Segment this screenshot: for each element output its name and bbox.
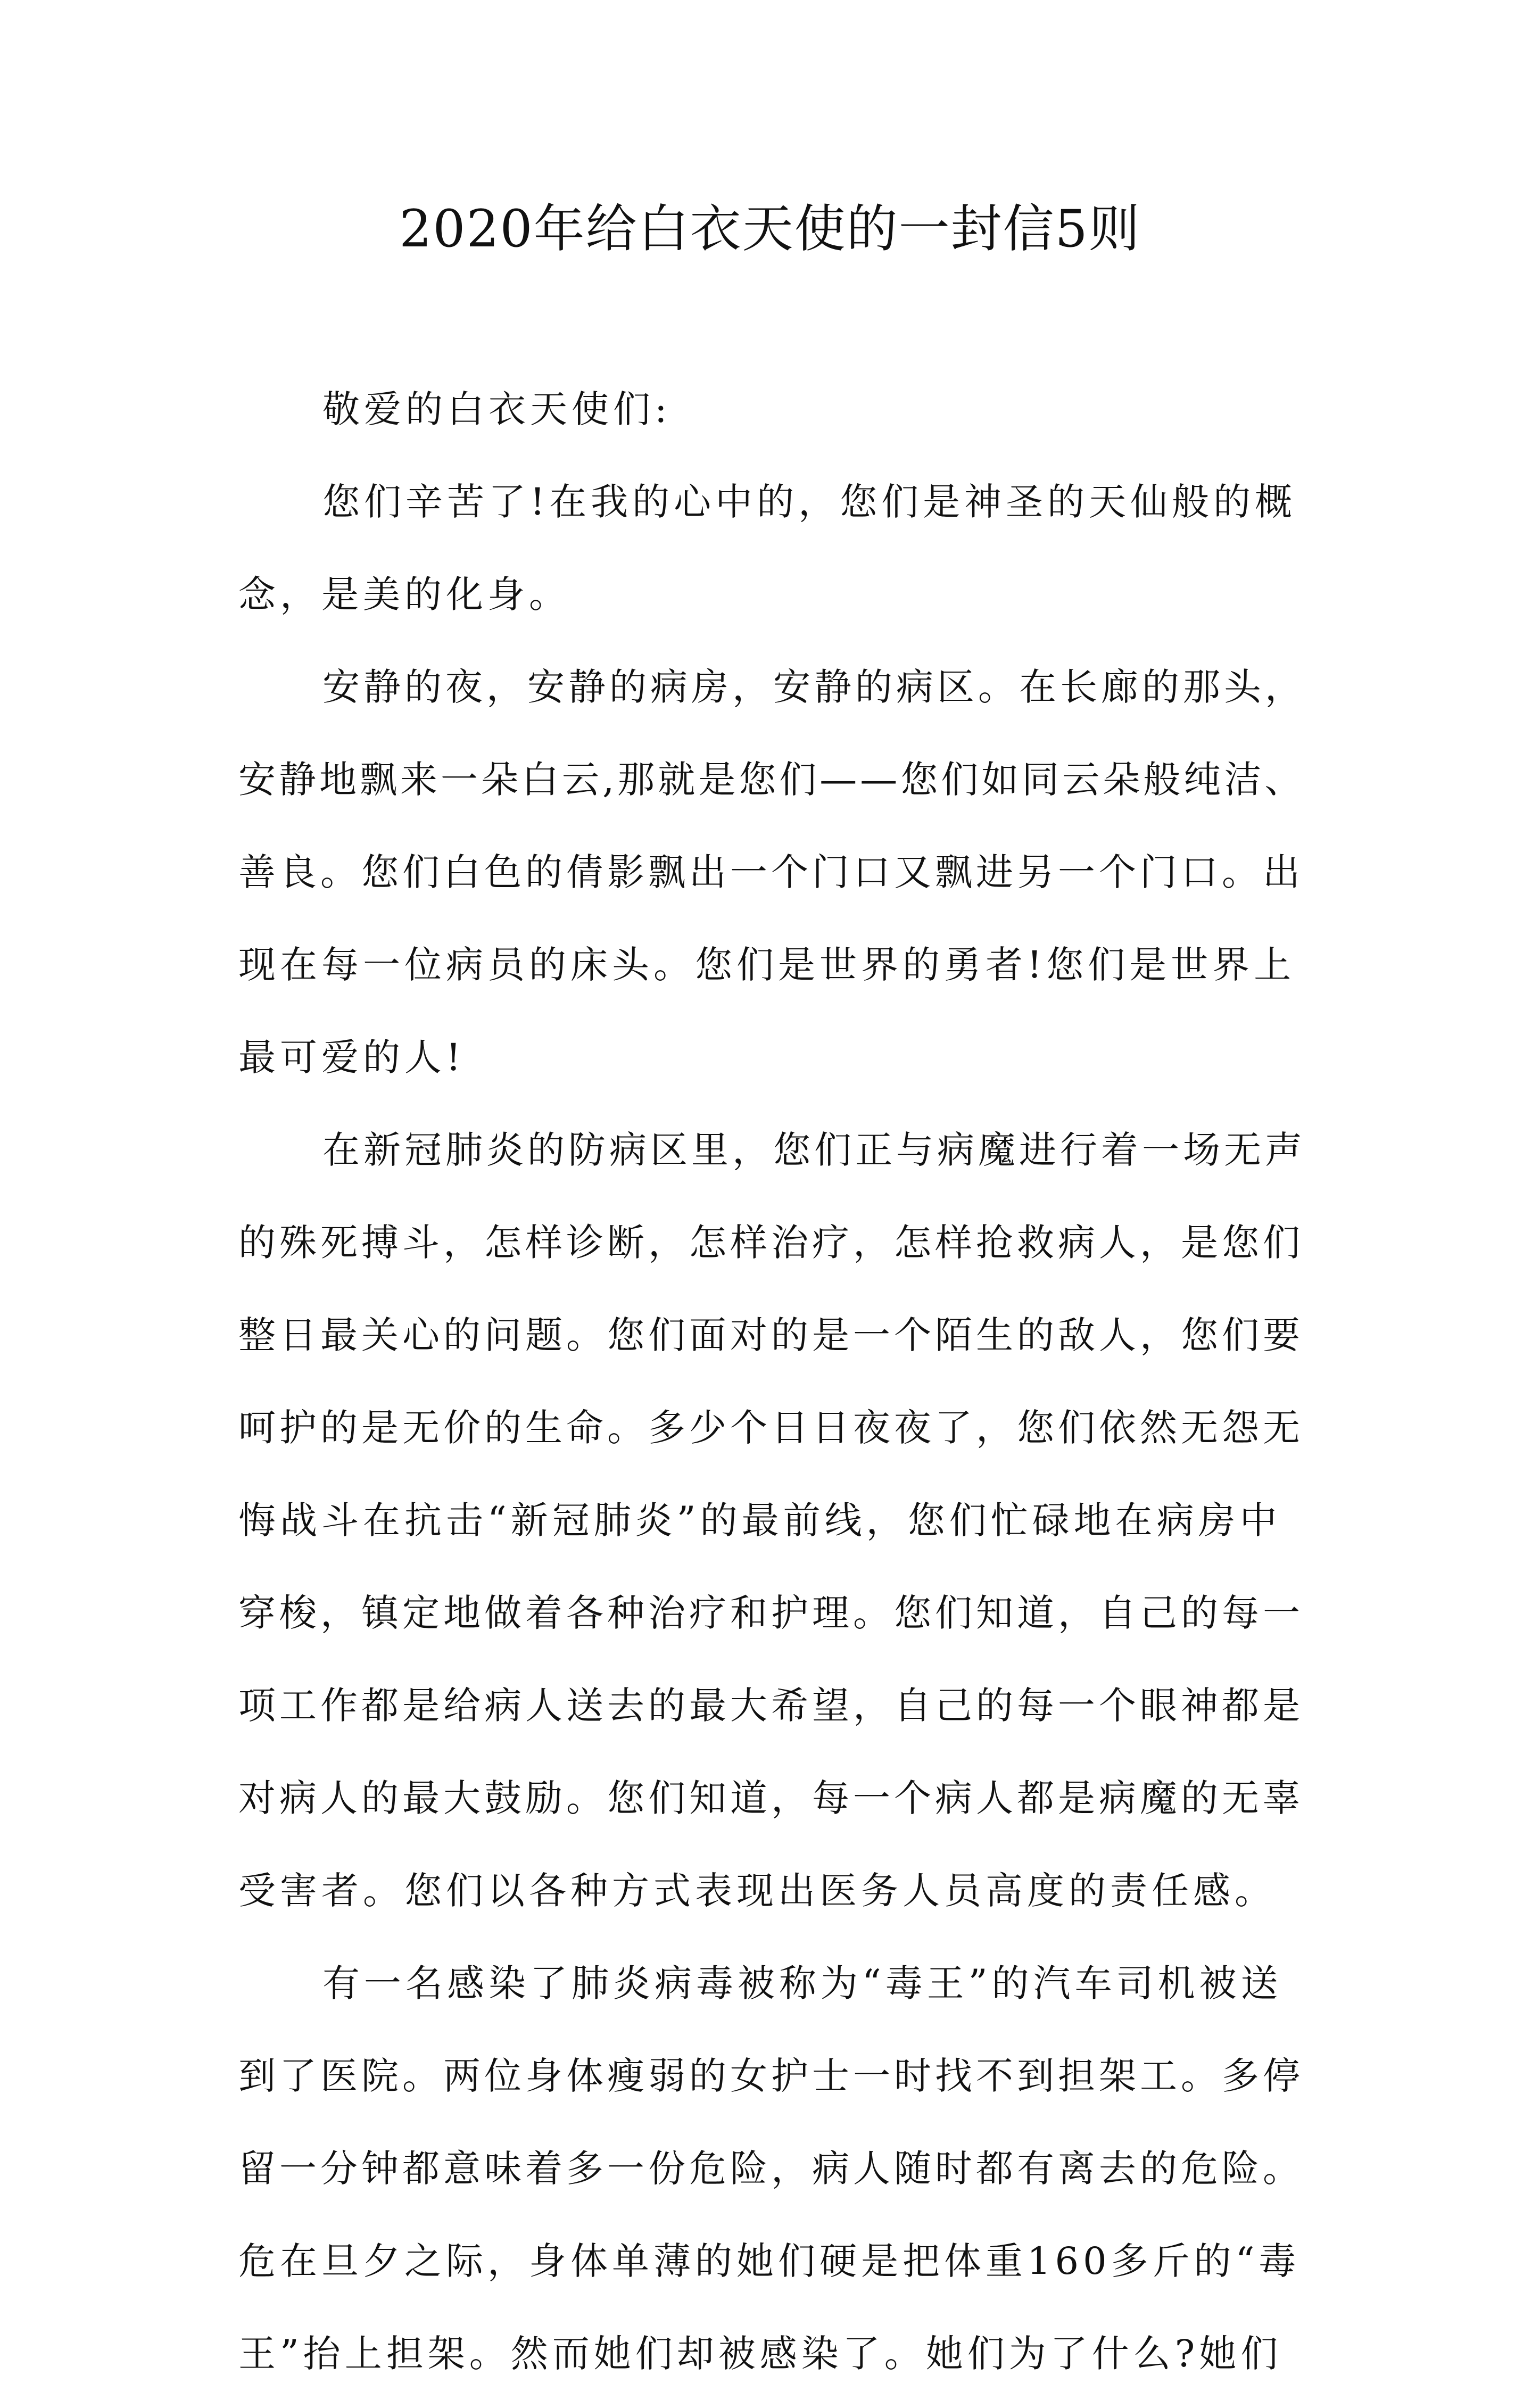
text-line: 对病人的最大鼓励。您们知道，每一个病人都是病魔的无辜	[238, 1776, 1304, 1820]
text-line: 呵护的是无价的生命。多少个日日夜夜了，您们依然无怨无	[238, 1406, 1304, 1450]
text-line: 最可爱的人!	[238, 1036, 466, 1079]
text-line: 敬爱的白衣天使们:	[322, 387, 672, 431]
text-line: 在新冠肺炎的防病区里，您们正与病魔进行着一场无声	[322, 1128, 1306, 1172]
text-line: 您们辛苦了!在我的心中的，您们是神圣的天仙般的概	[322, 480, 1297, 524]
text-line: 悔战斗在抗击“新冠肺炎”的最前线，您们忙碌地在病房中	[238, 1499, 1281, 1542]
text-line: 到了医院。两位身体瘦弱的女护士一时找不到担架工。多停	[238, 2054, 1304, 2098]
page-title: 2020年给白衣天使的一封信5则	[399, 199, 1141, 259]
text-line: 安静的夜，安静的病房，安静的病区。在长廊的那头，	[322, 665, 1306, 709]
text-line: 留一分钟都意味着多一份危险，病人随时都有离去的危险。	[238, 2147, 1304, 2190]
text-line: 的殊死搏斗，怎样诊断，怎样治疗，怎样抢救病人，是您们	[238, 1221, 1304, 1264]
text-line: 项工作都是给病人送去的最大希望，自己的每一个眼神都是	[238, 1684, 1304, 1727]
text-line: 现在每一位病员的床头。您们是世界的勇者!您们是世界上	[238, 943, 1296, 987]
text-line: 有一名感染了肺炎病毒被称为“毒王”的汽车司机被送	[322, 1962, 1282, 2005]
text-line: 念，是美的化身。	[238, 573, 570, 616]
text-line: 善良。您们白色的倩影飘出一个门口又飘进另一个门口。出	[238, 850, 1304, 894]
text-line: 穿梭，镇定地做着各种治疗和护理。您们知道，自己的每一	[238, 1591, 1304, 1635]
text-line: 受害者。您们以各种方式表现出医务人员高度的责任感。	[238, 1869, 1276, 1913]
letter-body	[238, 363, 1308, 2400]
text-line: 危在旦夕之际，身体单薄的她们硬是把体重160多斤的“毒	[238, 2239, 1301, 2283]
text-line: 整日最关心的问题。您们面对的是一个陌生的敌人，您们要	[238, 1313, 1304, 1357]
text-line: 安静地飘来一朵白云,那就是您们——您们如同云朵般纯洁、	[238, 758, 1305, 801]
text-line: 王”抬上担架。然而她们却被感染了。她们为了什么?她们	[238, 2332, 1282, 2376]
